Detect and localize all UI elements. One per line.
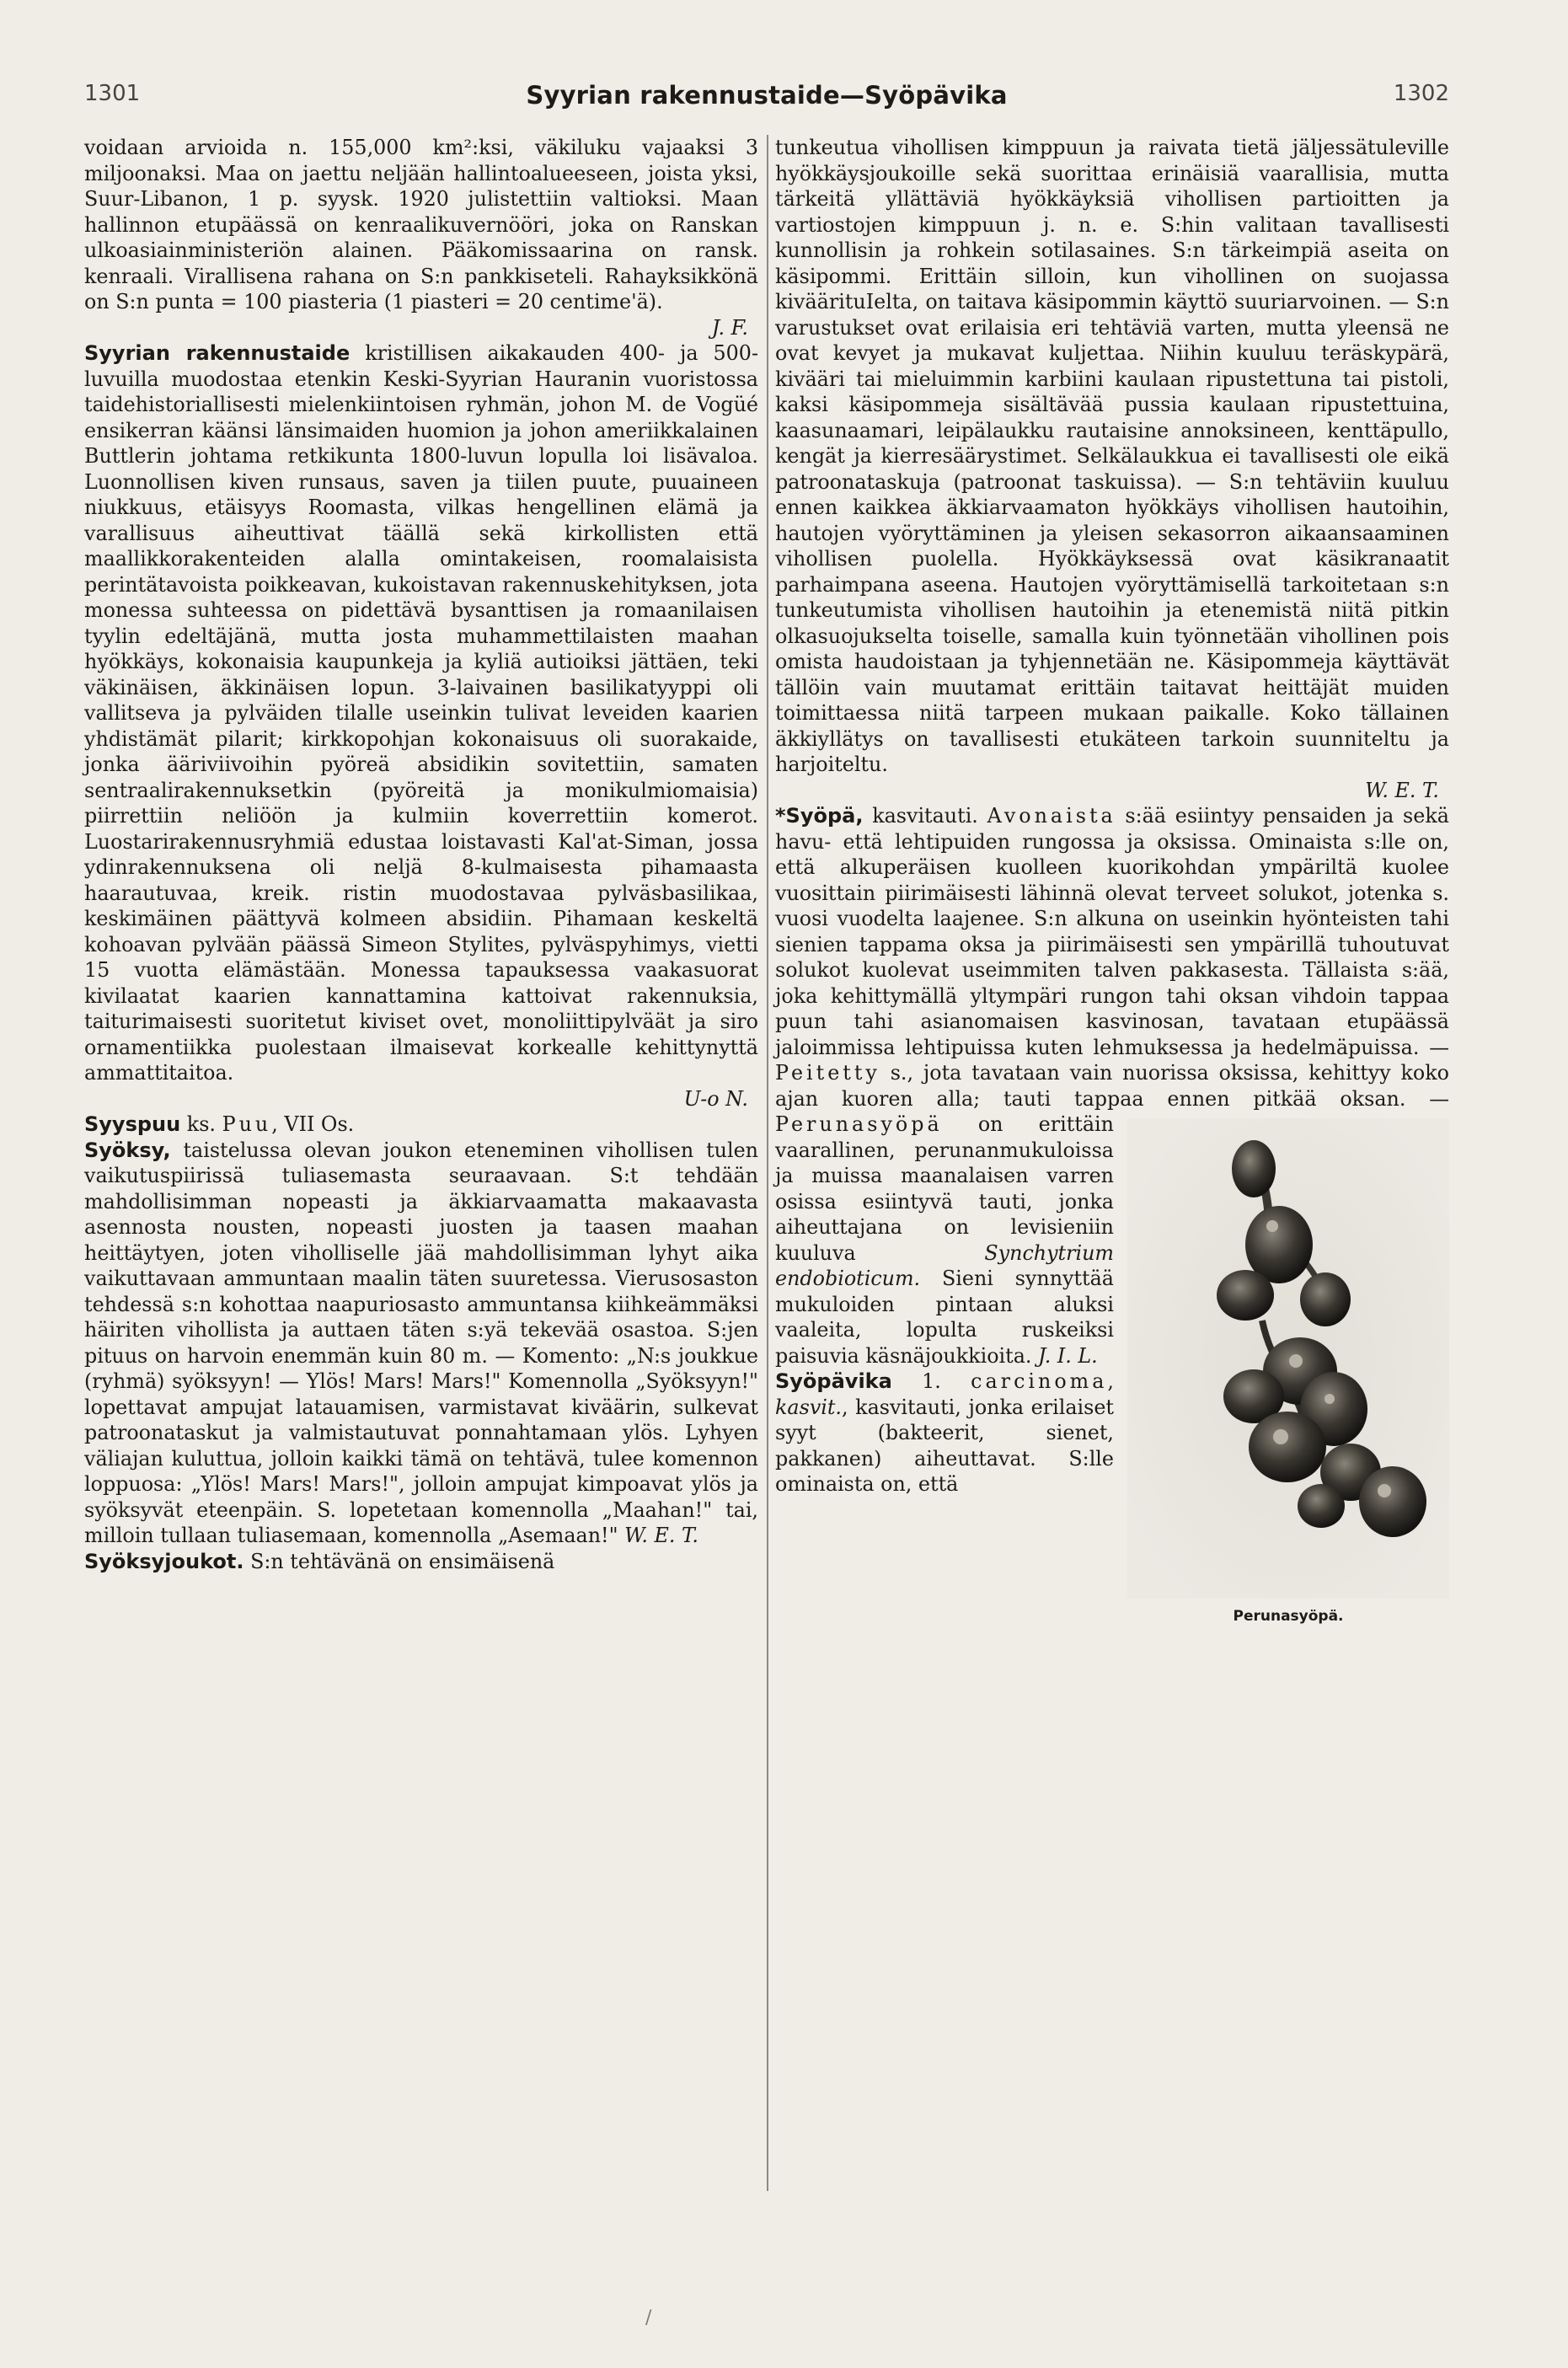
entry-headword: Syyrian rakennustaide [84, 341, 351, 365]
entry-headword: Syyspuu [84, 1112, 181, 1136]
stray-mark: / [645, 2307, 652, 2328]
entry-text: s:ää esiintyy pensaiden ja sekä havu- että lehtipuiden rungossa ja oksissa. Ominaista s:lle on, että alkuperäisen kuolleen kuorikohdan ympäriltä kuolee vuosittain piirimäisesti lähinnä olevat terveet solukot, jotenka s. vuosi vuodelta laajenee. S:n alkuna on useinkin hyönteisten tahi sienien tappama oksa ja piirimäisesti sen ympärillä tuhoutuvat solukot kuolevat useimmiten talven pakkasesta. Tällaista s:ää, joka kehittymällä yltympäri rungon tahi oksan vihdoin tappaa puun tahi asianomaisen kasvinosan, tavataan etupäässä jaloimmissa lehtipuissa kuten lehmuksessa ja hedelmäpuissa. — [775, 804, 1449, 1059]
entry-syoksyjoukot-continued [775, 135, 1449, 803]
author-signature: J. I. L. [1038, 1343, 1098, 1368]
author-signature: W. E. T. [1365, 778, 1439, 802]
entry-syoksyjoukot [84, 1549, 758, 1575]
latin-name: Synchytrium endobioticum. [775, 1240, 1114, 1290]
figure-caption: Perunasyöpä. [1233, 1607, 1344, 1625]
entry-text: Sieni synnyttää mukuloiden pintaan aluksi vaaleita, lopulta ruskeiksi paisuvia käsnäjoukkioita. [775, 1267, 1114, 1368]
left-column [84, 135, 758, 1574]
entry-syyria-intro [84, 135, 758, 340]
entry-headword: Syöpävika [775, 1369, 892, 1393]
column-divider [767, 135, 768, 2191]
subheading: Perunasyöpä [775, 1112, 943, 1136]
entry-text: 1. [922, 1369, 941, 1393]
entry-headword: *Syöpä, [775, 804, 864, 828]
entry-headword: Syöksy, [84, 1138, 171, 1162]
entry-text: , kasvitauti, jonka erilaiset syyt (bakteerit, sienet, pakkanen) aiheuttavat. S:lle ominaista on, että [775, 1395, 1114, 1496]
right-column [775, 135, 1449, 1637]
entry-text: kasvitauti. [872, 804, 978, 828]
subheading: Avonaista [987, 804, 1116, 828]
entry-text: , VII Os. [271, 1112, 355, 1136]
entry-text: taistelussa olevan joukon eteneminen vihollisen tulen vaikutuspiirissä tuliasemasta seuraavaan. S:t tehdään mahdollisimman nopeasti ja äkkiarvaamatta makaavasta asennosta nousten, nopeasti juosten ja taasen maahan heittäytyen, joten viholliselle jää mahdollisimman lyhyt aika vaikuttavaan ammuntaan maalin täten suuretessa. Vierusosaston tehdessä s:n kohottaa naapuriosasto ammuntansa kiihkeämmäksi häiriten vihollista ja auttaen täten s:yä tekevää osastoa. S:jen pituus on harvoin enemmän kuin 80 m. — Komento: „N:s joukkue (ryhmä) syöksyyn! — Ylös! Mars! Mars!" Komennolla „Syöksyyn!" lopettavat ampujat latauamisen, varmistavat kiväärin, sulkevat patroonataskut ja valmistautuvat ponnahtamaan ylös. Lyhyen väliajan kuluttua, jolloin kaikki tämä on tehtävä, tulee komennon loppuosa: „Ylös! Mars! Mars!", jolloin ampujat kimpoavat ylös ja syöksyvät eteenpäin. S. lopetetaan komennolla „Maahan!" tai, milloin tullaan tuliasemaan, komennolla „Asemaan!" [84, 1138, 758, 1547]
page-number-left: 1301 [84, 81, 141, 106]
entry-syoksy [84, 1138, 758, 1549]
entry-text: tunkeutua vihollisen kimppuun ja raivata tietä jäljessätuleville hyökkäysjoukoille sekä suorittaa erinäisiä vaarallisia, mutta tärkeitä yllättäviä hyökkäyksiä vihollisen partioitten ja vartiostojen kimppuun j. n. e. S:hin valitaan tavallisesti kunnollisin ja rohkein sotilasaines. S:n tärkeimpiä aseita on käsipommi. Erittäin silloin, kun vihollinen on suojassa kiväärituIelta, on taitava käsipommin käyttö suuriarvoinen. — S:n varustukset ovat erilaisia eri tehtäviä varten, mutta yleensä ne ovat kevyet ja mukavat kuljettaa. Niihin kuuluu teräskypärä, kivääri tai mieluimmin karbiini kaulaan ripustettuna tai pistoli, kaksi käsipommeja sisältävää pussia kaulaan ripustettuina, kaasunaamari, leipälaukku rautaisine annoksineen, kenttäpullo, kengät ja kierresäärystimet. Selkälaukkua ei tavallisesti ole eikä patroonataskuja (patroonat taskuissa). — S:n tehtäviin kuuluu ennen kaikkea äkkiarvaamaton hyökkäys vihollisen hautoihin, hautojen vyöryttäminen ja yleisen sekasorron aikaansaaminen vihollisen puolella. Hyökkäyksessä ovat käsikranaatit parhaimpana aseena. Hautojen vyöryttämisellä tarkoitetaan s:n tunkeutumista vihollisen hautoihin ja etenemistä niitä pitkin olkasuojukselta toiselle, samalla kuin työnnetään vihollinen pois omista haudoistaan ja tyhjennetään ne. Käsipommeja käyttävät tällöin vain muutamat erittäin taitavat heittäjät muiden toimittaessa niitä tarpeen mukaan paikalle. Koko tällainen äkkiyllätys on tavallisesti etukäteen tarkoin suunniteltu ja harjoiteltu. [775, 136, 1449, 776]
entry-syyrian-rakennustaide [84, 340, 758, 1112]
entry-text: s., jota tavataan vain nuorissa oksissa, kehittyy koko ajan kuoren alla; tauti tappaa ennen pitkää oksan. — [775, 1061, 1449, 1111]
author-signature: W. E. T. [624, 1524, 698, 1547]
abbreviation: kasvit. [775, 1395, 843, 1419]
entry-text: S:n tehtävänä on ensimäisenä [250, 1549, 555, 1573]
entry-text: kristillisen aikakauden 400- ja 500-luvuilla muodostaa etenkin Keski-Syyrian Hauranin vuoristossa taidehistoriallisesti mielenkiintoisen ryhmän, johon M. de Vogüé ensikerran käänsi länsimaiden huomion ja johon ameriikkalainen Buttlerin johtama retkikunta 1800-luvun lopulla loi lisävaloa. Luonnollisen kiven runsaus, saven ja tiilen puute, puuaineen niukkuus, etäisyys Roomasta, vilkas hengellinen elämä ja varallisuus aiheuttivat täällä sekä kirkollisten että maallikkorakenteiden alalla omintakeisen, roomalaisista perintätavoista poikkeavan, kukoistavan rakennuskehityksen, jota monessa suhteessa on pidettävä bysanttisen ja romaanilaisen tyylin edeltäjänä, mutta josta muhammettilaisten maahan hyökkäys, kokonaisia kaupunkeja ja kyliä autioiksi jättäen, teki väkinäisen, äkkinäisen lopun. 3-laivainen basilikatyyppi oli vallitseva ja pylväiden tilalle useinkin tulivat leveiden kaarien yhdistämät pilarit; kirkkopohjan kokonaisuus oli suorakaide, jonka ääriviivoihin pyöreä absidikin sovitettiin, samaten sentraalirakennuksetkin (pyöreitä ja monikulmiomaisia) piirrettiin neliöön ja kulmiin koverrettiin komerot. Luostarirakennusryhmiä edustaa loistavasti Kal'at-Siman, jossa ydinrakennuksena oli neljä 8-kulmaisesta pihamaasta haarautuvaa, kreik. ristin muodostavaa pylväsbasilikaa, keskimäinen päättyvä kolmeen absidiin. Pihamaan keskeltä kohoavan pylvään päässä Simeon Stylites, pylväspyhimys, vietti 15 vuotta elämästään. Monessa tapauksessa vaakasuorat kivilaatat kaarien kannattamina kattoivat rakennuksia, taiturimaisesti suoritetut kiviset ovet, monoliittipylväät ja siro ornamentiikka puolestaan ilmaisevat korkealle kehittynyttä ammattitaitoa. [84, 341, 758, 1085]
subheading: Peitetty [775, 1061, 880, 1085]
entry-text: voidaan arvioida n. 155,000 km²:ksi, väkiluku vajaaksi 3 miljoonaksi. Maa on jaettu neljään hallintoalueeseen, joista yksi, Suur-Libanon, 1 p. syysk. 1920 julistettiin valtioksi. Maan hallinnon etupäässä on kenraalikuvernööri, joka on Ranskan ulkoasiainministeriön alainen. Pääkomissaarina on ransk. kenraali. Virallisena rahana on S:n pankkiseteli. Rahayksikkönä on S:n punta = 100 piasteria (1 piasteri = 20 centime'ä). [84, 136, 758, 313]
author-signature: U-o N. [683, 1086, 748, 1111]
potato-wart-figure [1127, 1118, 1449, 1632]
subheading: carcinoma [971, 1369, 1108, 1393]
entry-text: on erittäin vaarallinen, perunanmukuloissa ja muissa maanalaisen varren osissa esiintyvä tauti, jonka aiheuttajana on levisieniin kuuluva [775, 1112, 1114, 1265]
entry-headword: Syöksyjoukot. [84, 1549, 244, 1573]
entry-text: ks. [186, 1112, 216, 1136]
cross-reference: Puu [222, 1112, 272, 1136]
page-header [84, 81, 1449, 115]
author-signature: J. F. [711, 315, 748, 340]
running-title: Syyrian rakennustaide—Syöpävika [526, 81, 1008, 110]
potato-wart-illustration [1127, 1118, 1449, 1599]
entry-text: , [1107, 1369, 1114, 1393]
entry-syyspuu [84, 1112, 758, 1138]
page-number-right: 1302 [1393, 81, 1449, 106]
